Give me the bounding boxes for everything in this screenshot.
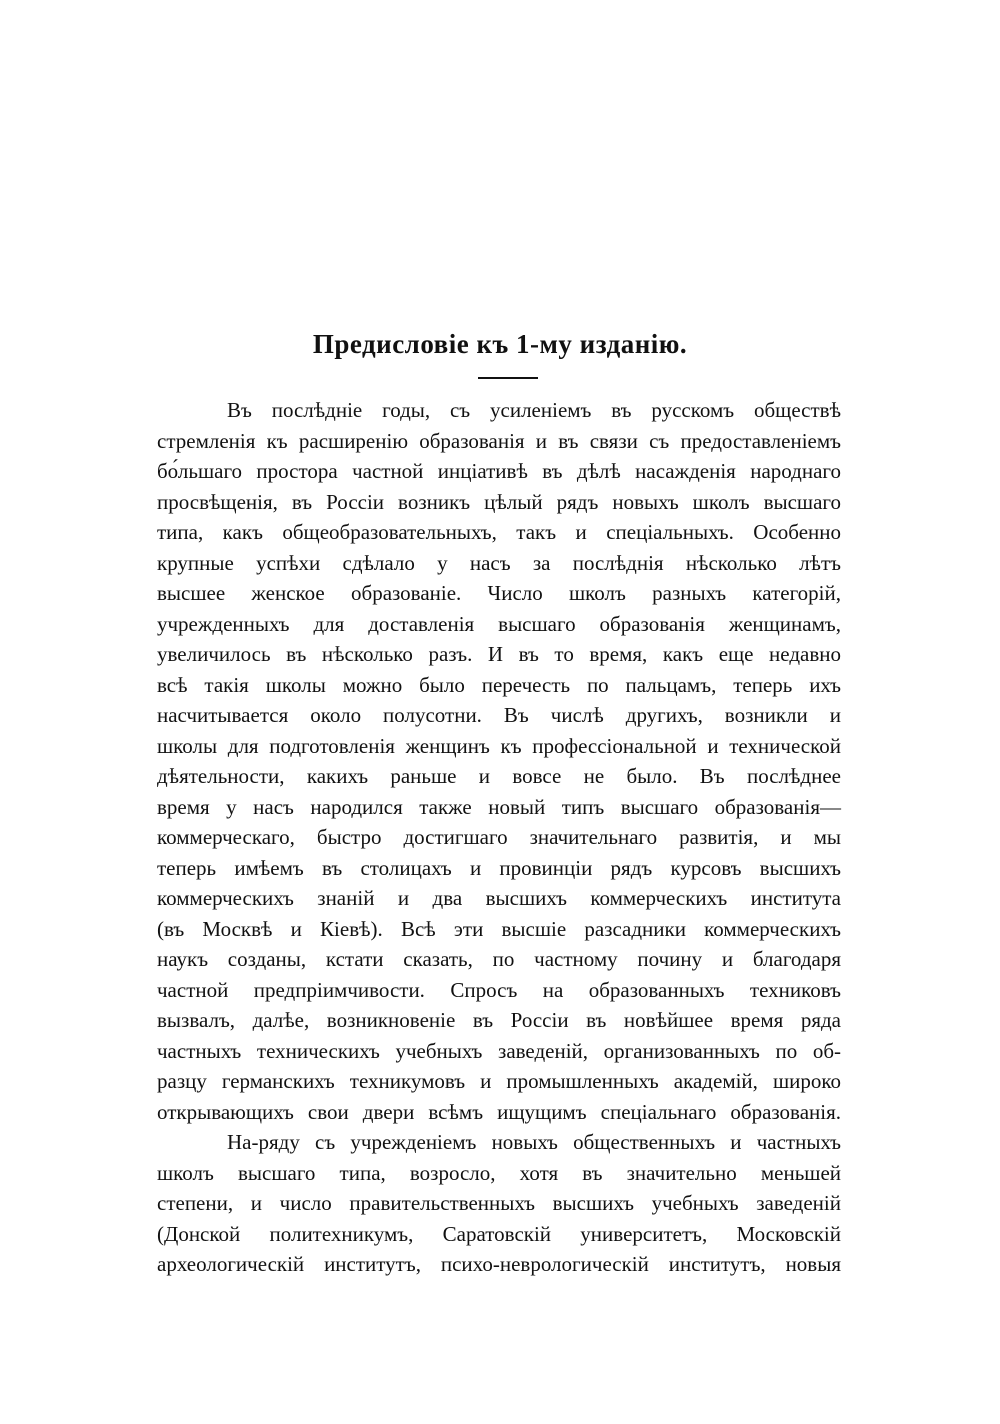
text-line: учрежденныхъ для доставленія высшаго образованія женщинамъ, xyxy=(157,611,841,636)
text-line: На-ряду съ учрежденіемъ новыхъ общественныхъ и частныхъ xyxy=(227,1130,841,1154)
text-line: типа, какъ общеобразовательныхъ, такъ и спеціальныхъ. Особенно xyxy=(157,520,841,544)
text-line: бо́льшаго простора частной инціативѣ въ дѣлѣ насажденія народнаго xyxy=(157,459,841,483)
text-line: увеличилось въ нѣсколько разъ. И въ то время, какъ еще недавно xyxy=(157,642,841,666)
text-line: насчитывается около полусотни. Въ числѣ другихъ, возникли и xyxy=(157,703,841,727)
text-line: всѣ такія школы можно было перечесть по пальцамъ, теперь ихъ xyxy=(157,672,841,697)
text-line: школы для подготовленія женщинъ къ профессіональной и технической xyxy=(157,733,841,758)
text-line: коммерческаго, быстро достигшаго значительнаго развитія, и мы xyxy=(157,825,841,849)
text-line: (Донской политехникумъ, Саратовскій университетъ, Московскій xyxy=(157,1221,841,1246)
text-line: стремленія къ расширенію образованія и въ связи съ предоставленіемъ xyxy=(157,428,841,453)
text-line: вызвалъ, далѣе, возникновеніе въ Россіи въ новѣйшее время ряда xyxy=(157,1008,841,1032)
text-line: археологическій институтъ, психо-неврологическій институтъ, новыя xyxy=(157,1252,841,1276)
text-line: частныхъ техническихъ учебныхъ заведеній, организованныхъ по об- xyxy=(157,1038,841,1063)
text-line: время у насъ народился также новый типъ высшаго образованія— xyxy=(157,794,841,819)
text-line: (въ Москвѣ и Кіевѣ). Всѣ эти высшіе разсадники коммерческихъ xyxy=(157,916,841,941)
text-line: наукъ созданы, кстати сказать, по частному почину и благодаря xyxy=(157,947,841,971)
text-line: Въ послѣдніе годы, съ усиленіемъ въ русскомъ обществѣ xyxy=(227,398,841,422)
page-title: Предисловіе къ 1-му изданію. xyxy=(312,329,688,359)
text-line: дѣятельности, какихъ раньше и вовсе не было. Въ послѣднее xyxy=(157,764,841,788)
text-line: открывающихъ свои двери всѣмъ ищущимъ спеціальнаго образованія. xyxy=(157,1099,841,1124)
text-line: просвѣщенія, въ Россіи возникъ цѣлый рядъ новыхъ школъ высшаго xyxy=(157,489,841,514)
text-line: высшее женское образованіе. Число школъ разныхъ категорій, xyxy=(157,581,841,605)
text-line: разцу германскихъ техникумовъ и промышленныхъ академій, широко xyxy=(157,1069,841,1093)
title-rule xyxy=(478,377,538,379)
text-line: частной предпріимчивости. Спросъ на образованныхъ техниковъ xyxy=(157,977,841,1002)
text-line: степени, и число правительственныхъ высшихъ учебныхъ заведеній xyxy=(157,1191,841,1215)
text-line: школъ высшаго типа, возросло, хотя въ значительно меньшей xyxy=(157,1160,841,1185)
text-line: теперь имѣемъ въ столицахъ и провинціи рядъ курсовъ высшихъ xyxy=(157,855,841,880)
text-line: крупные успѣхи сдѣлало у насъ за послѣднія нѣсколько лѣтъ xyxy=(157,550,841,575)
text-line: коммерческихъ знаній и два высшихъ коммерческихъ института xyxy=(157,886,841,910)
preface-text xyxy=(157,395,841,1280)
